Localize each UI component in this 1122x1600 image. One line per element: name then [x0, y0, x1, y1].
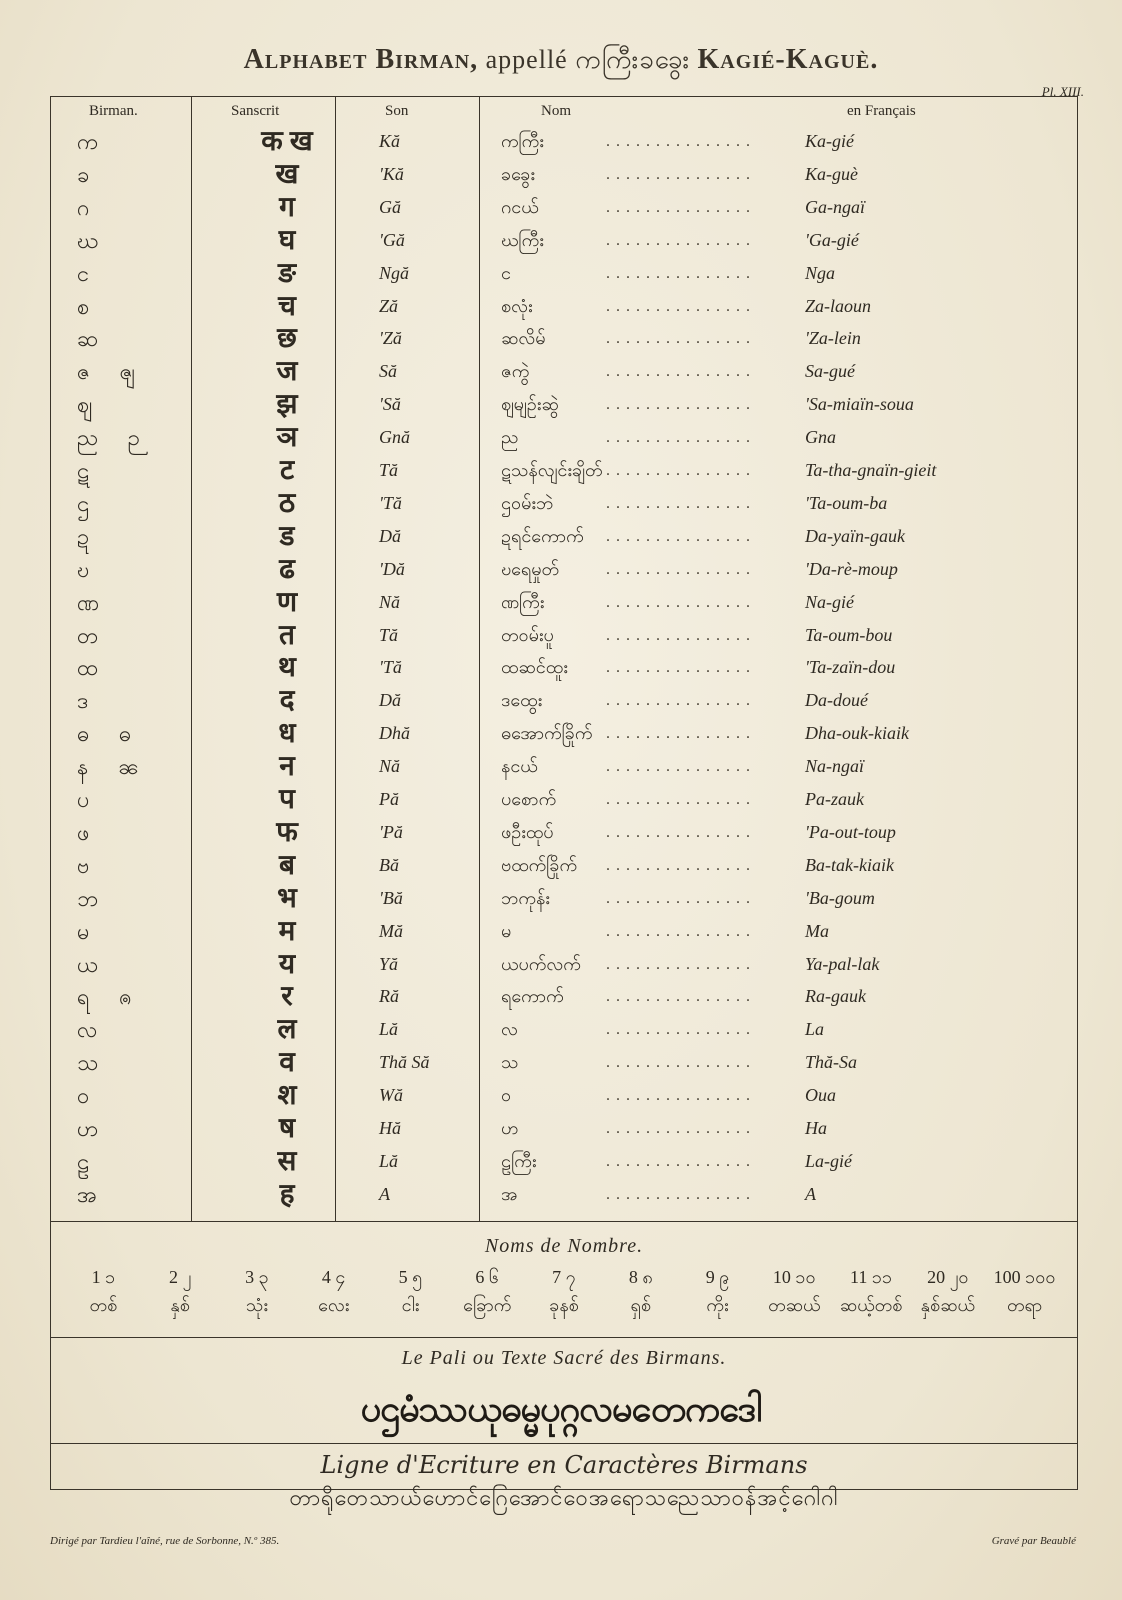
birman-name: ဟ [501, 1118, 519, 1138]
table-row [51, 487, 1077, 520]
birman-letter: န ၼ [77, 754, 152, 780]
sound-value: Mă [379, 920, 403, 941]
french-name: Da-yaïn-gauk [805, 525, 905, 546]
birman-name: ဏကြီး [501, 591, 545, 612]
sound-value: Ză [379, 295, 399, 316]
sanscrit-letter: ट [279, 455, 295, 486]
french-name: 'Ta-oum-ba [805, 492, 888, 513]
birman-name: ရကောက် [501, 986, 564, 1007]
birman-letter: ဆ [77, 326, 111, 352]
table-row [51, 553, 1077, 586]
sound-value: Tă [379, 624, 399, 645]
sound-value: Nă [379, 756, 401, 777]
french-name: Sa-gué [805, 361, 855, 382]
birman-name: ဒထွေး [501, 690, 543, 711]
table-row [51, 388, 1077, 421]
french-name: Ta-oum-bou [805, 624, 893, 645]
table-row [51, 322, 1077, 355]
leader-dots: ............... [606, 429, 756, 447]
birman-letter: တ [77, 622, 111, 648]
table-row [51, 684, 1077, 717]
sanscrit-letter: छ [277, 323, 297, 355]
number-digits: 100 ၁၀၀ [993, 1267, 1056, 1287]
number-digits: 10 ၁၀ [772, 1267, 816, 1287]
french-name: 'Ta-zaïn-dou [805, 657, 896, 678]
birman-name: တဝမ်းပူ [501, 624, 554, 645]
french-name: Ba-tak-kiaik [805, 854, 894, 875]
number-digits: 3 ၃ [245, 1267, 269, 1287]
header-francais: en Français [847, 103, 916, 119]
sound-value: 'Tă [379, 492, 402, 513]
table-row [51, 1079, 1077, 1112]
leader-dots: ............... [606, 198, 756, 216]
birman-letter: ဌ [77, 490, 102, 516]
sanscrit-letter: झ [276, 389, 298, 421]
sanscrit-letter: भ [277, 882, 297, 914]
birman-name: ဘကုန်း [501, 887, 550, 908]
french-name: Ma [805, 920, 829, 941]
french-name: Thă-Sa [805, 1052, 858, 1073]
birman-name: ဎရေမှုတ် [501, 558, 560, 579]
leader-dots: ............... [606, 165, 756, 183]
french-name: Oua [805, 1085, 836, 1106]
birman-letter: စ [77, 293, 102, 319]
sound-value: Nă [379, 591, 401, 612]
birman-name: ည [501, 427, 519, 448]
number-word: တစ် [89, 1295, 118, 1315]
birman-name: သ [501, 1052, 519, 1073]
sanscrit-letter: द [279, 685, 295, 717]
table-row [51, 1145, 1077, 1178]
pali-title: Le Pali ou Texte Sacré des Birmans. [401, 1347, 727, 1369]
sound-value: Thă Să [379, 1052, 430, 1073]
french-name: 'Da-rè-moup [805, 558, 898, 579]
sanscrit-letter: ण [276, 586, 298, 618]
sound-value: Tă [379, 460, 399, 480]
sanscrit-letter: ग [279, 191, 295, 223]
table-row [51, 717, 1077, 750]
birman-letter: ည ဉ [77, 425, 152, 451]
sound-value: Gă [379, 196, 401, 217]
french-name: Ka-gié [805, 131, 854, 151]
birman-letter: က [77, 129, 111, 154]
sound-value: Wă [379, 1085, 403, 1106]
table-row [51, 1046, 1077, 1079]
french-name: Ha [805, 1118, 827, 1138]
number-digits: 8 ၈ [628, 1267, 653, 1287]
sanscrit-letter: ड [279, 520, 295, 552]
leader-dots: ............... [606, 1185, 756, 1203]
sanscrit-letter: ख [275, 158, 299, 190]
table-row [51, 1178, 1077, 1211]
leader-dots: ............... [606, 659, 756, 677]
sound-value: 'Bă [379, 887, 403, 908]
birman-letter: ဓ ဓ [77, 721, 144, 747]
table-row [51, 520, 1077, 553]
footer-right: Gravé par Beaublé [991, 1535, 1076, 1547]
sound-value: Dă [379, 525, 401, 546]
table-row [51, 750, 1077, 783]
birman-name: ကကြီး [501, 131, 544, 151]
sanscrit-letter: च [278, 290, 296, 322]
table-row [51, 651, 1077, 684]
leader-dots: ............... [606, 988, 756, 1006]
sound-value: Ngă [379, 262, 410, 283]
birman-name: လ [501, 1019, 518, 1040]
leader-dots: ............... [606, 791, 756, 808]
birman-letter: ထ [77, 655, 111, 681]
sound-value: Gnă [379, 427, 410, 448]
birman-name: ပစောက် [501, 789, 557, 809]
leader-dots: ............... [606, 593, 756, 611]
birman-name: ဠကြီး [501, 1150, 537, 1171]
birman-name: ဇကွဲ [501, 361, 530, 382]
number-digits: 7 ၇ [552, 1267, 576, 1287]
ligne-text: တာရိုတေသာယ်ဟောင်ဂြေအောင်ဝေအရောသညေသာဝန်အင့်ဂေါဂါ [289, 1485, 839, 1510]
birman-name: စလုံး [501, 295, 533, 316]
french-name: 'Ga-gié [805, 229, 859, 250]
number-digits: 5 ၅ [398, 1267, 423, 1287]
table-row [51, 948, 1077, 981]
table-row [51, 191, 1077, 224]
french-name: Nga [805, 262, 836, 283]
number-word: ကိုး [706, 1295, 729, 1315]
birman-letter: ဟ [77, 1116, 111, 1141]
sound-value: 'Dă [379, 558, 405, 579]
sound-value: Lă [379, 1019, 399, 1040]
birman-letter: ဋ [77, 458, 102, 483]
number-digits: 4 ၄ [321, 1267, 346, 1287]
birman-name: ဈမျဉ်းဆွဲ [501, 394, 559, 415]
french-name: A [805, 1183, 816, 1204]
footer-left: Dirigé par Tardieu l'aîné, rue de Sorbonne, N.º 385. [50, 1535, 280, 1547]
leader-dots: ............... [606, 363, 756, 381]
birman-name: အ [501, 1183, 518, 1204]
sound-value: 'Tă [379, 657, 402, 678]
plate-title [0, 42, 1122, 81]
sound-value: Kă [379, 131, 401, 151]
table-row [51, 849, 1077, 882]
sanscrit-letter: ष [278, 1113, 296, 1144]
french-name: Gna [805, 427, 836, 448]
leader-dots: ............... [606, 1087, 756, 1105]
number-word: နှစ်ဆယ် [920, 1295, 975, 1315]
table-row [51, 125, 1077, 158]
sanscrit-letter: ञ [276, 422, 298, 454]
birman-letter: ဃ [77, 227, 111, 253]
birman-letter: အ [77, 1181, 110, 1207]
sound-value: Dă [379, 690, 401, 711]
birman-name: ဓအောက်ခြိုက် [501, 723, 593, 744]
number-word: သုံး [245, 1295, 268, 1315]
header-nom: Nom [541, 103, 571, 119]
numbers-title: Noms de Nombre. [484, 1235, 644, 1257]
birman-letter: ဈ [77, 392, 105, 418]
title-part1: Alphabet Birman, [243, 44, 479, 75]
table-row [51, 882, 1077, 915]
birman-name: ယပက်လက် [501, 953, 581, 974]
birman-name: ဆလိမ် [501, 328, 546, 349]
french-name: La-gié [805, 1150, 852, 1171]
divider-ligne [51, 1443, 1077, 1444]
sanscrit-letter: ङ [278, 257, 296, 289]
sound-value: Pă [379, 789, 399, 809]
birman-name: င [501, 262, 511, 283]
table-row [51, 783, 1077, 816]
leader-dots: ............... [606, 330, 756, 348]
number-digits: 11 ၁၁ [850, 1267, 893, 1287]
sanscrit-letter: ज [276, 356, 298, 388]
number-word: နှစ် [170, 1295, 190, 1315]
french-name: La [805, 1019, 825, 1040]
title-script: ကကြီးခခွေး [575, 45, 691, 74]
sanscrit-letter: क ख [261, 126, 313, 157]
french-name: Ra-gauk [805, 986, 866, 1007]
sound-value: A [379, 1183, 390, 1204]
birman-letter: လ [77, 1017, 110, 1043]
sanscrit-letter: फ [276, 816, 298, 848]
number-digits: 6 ၆ [475, 1267, 500, 1287]
french-name: Za-laoun [805, 295, 872, 316]
birman-letter: ရ ၐ [77, 984, 144, 1010]
sanscrit-letter: न [279, 751, 295, 783]
sound-value: Ră [379, 986, 399, 1007]
sound-value: Să [379, 361, 397, 382]
french-name: Pa-zauk [805, 789, 864, 809]
birman-name: ဂငယ် [501, 196, 539, 217]
number-word: ခုနစ် [549, 1295, 579, 1315]
leader-dots: ............... [606, 1120, 756, 1137]
table-row [51, 158, 1077, 191]
sanscrit-letter: ध [278, 718, 296, 750]
table-row [51, 1112, 1077, 1145]
table-row [51, 980, 1077, 1013]
leader-dots: ............... [606, 758, 756, 776]
birman-letter: ဝ [77, 1083, 102, 1109]
number-digits: 1 ၁ [91, 1267, 116, 1287]
number-word: ခြောက် [463, 1295, 512, 1315]
divider-pali [51, 1337, 1077, 1338]
table-row [51, 421, 1077, 454]
sound-value: 'Să [379, 394, 401, 415]
birman-name: ဖဦးထုပ် [501, 821, 554, 842]
divider-numbers [51, 1221, 1077, 1222]
header-sanscrit: Sanscrit [231, 103, 280, 119]
sound-value: Hă [379, 1118, 401, 1138]
birman-letter: ဠ [77, 1148, 102, 1174]
birman-letter: ဍ [77, 523, 102, 549]
birman-letter: ဒ [77, 688, 101, 714]
table-row [51, 224, 1077, 257]
sanscrit-letter: ढ [279, 553, 295, 585]
birman-name: ဝ [501, 1085, 512, 1106]
table-row [51, 1013, 1077, 1046]
sanscrit-letter: म [278, 915, 296, 947]
birman-letter: ဎ [77, 556, 102, 582]
french-name: Ta-tha-gnaïn-gieit [805, 460, 937, 480]
birman-letter: ပ [77, 787, 102, 812]
birman-letter: ဇ ၛ [77, 359, 148, 385]
leader-dots: ............... [606, 133, 756, 150]
sanscrit-letter: थ [278, 652, 296, 684]
sanscrit-letter: य [278, 948, 296, 980]
table-row [51, 454, 1077, 487]
birman-letter: ခ [77, 161, 102, 187]
sound-value: Lă [379, 1150, 399, 1171]
french-name: Ka-guè [805, 163, 858, 184]
table-row [51, 816, 1077, 849]
french-name: Da-doué [805, 690, 868, 711]
french-name: Ga-ngaï [805, 196, 865, 217]
sanscrit-letter: श [277, 1080, 297, 1112]
leader-dots: ............... [606, 725, 756, 743]
header-son: Son [385, 103, 409, 119]
sanscrit-letter: ब [279, 849, 295, 881]
birman-letter: ဖ [77, 819, 102, 845]
sound-value: Dhă [379, 723, 410, 744]
birman-name: ဍရင်ကောက် [501, 525, 584, 546]
birman-letter: ဂ [77, 194, 102, 220]
table-row [51, 257, 1077, 290]
number-word: ရှစ် [630, 1295, 651, 1315]
leader-dots: ............... [606, 823, 756, 841]
birman-name: ဋသန်လျင်းချိတ် [501, 460, 603, 480]
number-word: တဆယ် [768, 1295, 821, 1315]
table-row [51, 355, 1077, 388]
birman-letter: မ [77, 918, 102, 944]
sound-value: 'Ză [379, 328, 402, 349]
leader-dots: ............... [606, 560, 756, 578]
sanscrit-letter: र [281, 981, 293, 1013]
leader-dots: ............... [606, 527, 756, 545]
sanscrit-letter: स [277, 1145, 297, 1177]
french-name: 'Za-lein [805, 328, 861, 349]
leader-dots: ............... [606, 922, 756, 940]
header-birman: Birman. [89, 103, 138, 119]
sanscrit-letter: ल [277, 1014, 297, 1046]
title-part3: Kagié-Kaguè. [697, 44, 879, 75]
leader-dots: ............... [606, 396, 756, 414]
leader-dots: ............... [606, 1021, 756, 1039]
french-name: 'Pa-out-toup [805, 821, 896, 842]
alphabet-frame [50, 96, 1078, 1510]
number-digits: 20 ၂၀ [927, 1267, 969, 1287]
sound-value: Bă [379, 854, 399, 875]
leader-dots: ............... [606, 462, 756, 479]
leader-dots: ............... [606, 955, 756, 973]
number-word: လေး [318, 1295, 350, 1315]
sound-value: 'Kă [379, 163, 404, 184]
number-digits: 2 ၂ [168, 1267, 192, 1287]
number-word: တရာ [1006, 1295, 1043, 1315]
table-row [51, 915, 1077, 948]
birman-name: နငယ် [501, 756, 538, 777]
leader-dots: ............... [606, 1152, 756, 1170]
birman-letter: င [77, 260, 102, 286]
title-part2: appellé [485, 45, 568, 74]
sanscrit-letter: ठ [278, 487, 296, 519]
birman-name: ဌဝမ်းဘဲ [501, 492, 554, 513]
leader-dots: ............... [606, 626, 756, 644]
sanscrit-letter: व [279, 1047, 295, 1079]
table-row [51, 619, 1077, 652]
birman-name: မ [501, 920, 512, 941]
table-row [51, 290, 1077, 323]
leader-dots: ............... [606, 692, 756, 710]
french-name: 'Sa-miaïn-soua [805, 394, 914, 415]
sanscrit-letter: प [279, 784, 295, 815]
birman-letter: ယ [77, 951, 111, 977]
birman-name: ခခွေး [501, 163, 535, 184]
leader-dots: ............... [606, 494, 756, 512]
sanscrit-letter: त [279, 619, 295, 651]
leader-dots: ............... [606, 889, 756, 907]
pali-text: ပဌမံဿယုဓမ္မပုဂ္ဂလမတေကဒေါ [360, 1389, 762, 1429]
leader-dots: ............... [606, 264, 756, 282]
leader-dots: ............... [606, 231, 756, 249]
leader-dots: ............... [606, 1054, 756, 1072]
french-name: Dha-ouk-kiaik [805, 723, 909, 744]
sanscrit-letter: ह [279, 1178, 295, 1210]
sound-value: 'Gă [379, 229, 405, 250]
number-digits: 9 ၉ [705, 1267, 730, 1287]
french-name: Ya-pal-lak [805, 953, 880, 974]
birman-name: ဗထက်ခြိုက် [501, 854, 578, 875]
french-name: Na-ngaï [805, 756, 865, 777]
sound-value: Yă [379, 953, 399, 974]
ligne-title: Ligne d'Ecriture en Caractères Birmans [320, 1451, 808, 1479]
sound-value: 'Pă [379, 821, 403, 842]
leader-dots: ............... [606, 297, 756, 315]
number-word: ဆယ့်တစ် [839, 1295, 903, 1315]
birman-letter: သ [77, 1050, 111, 1076]
birman-name: ထဆင်ထူး [501, 657, 568, 678]
leader-dots: ............... [606, 856, 756, 874]
birman-letter: ဗ [77, 852, 102, 878]
birman-letter: ဘ [77, 885, 111, 911]
french-name: 'Ba-goum [805, 887, 875, 908]
sanscrit-letter: घ [278, 224, 296, 256]
french-name: Na-gié [805, 591, 854, 612]
plate-number: Pl. XIII. [1041, 84, 1084, 99]
number-word: ငါး [401, 1295, 420, 1315]
table-row [51, 586, 1077, 619]
birman-name: ဃကြီး [501, 229, 544, 250]
birman-letter: ဏ [77, 589, 112, 615]
